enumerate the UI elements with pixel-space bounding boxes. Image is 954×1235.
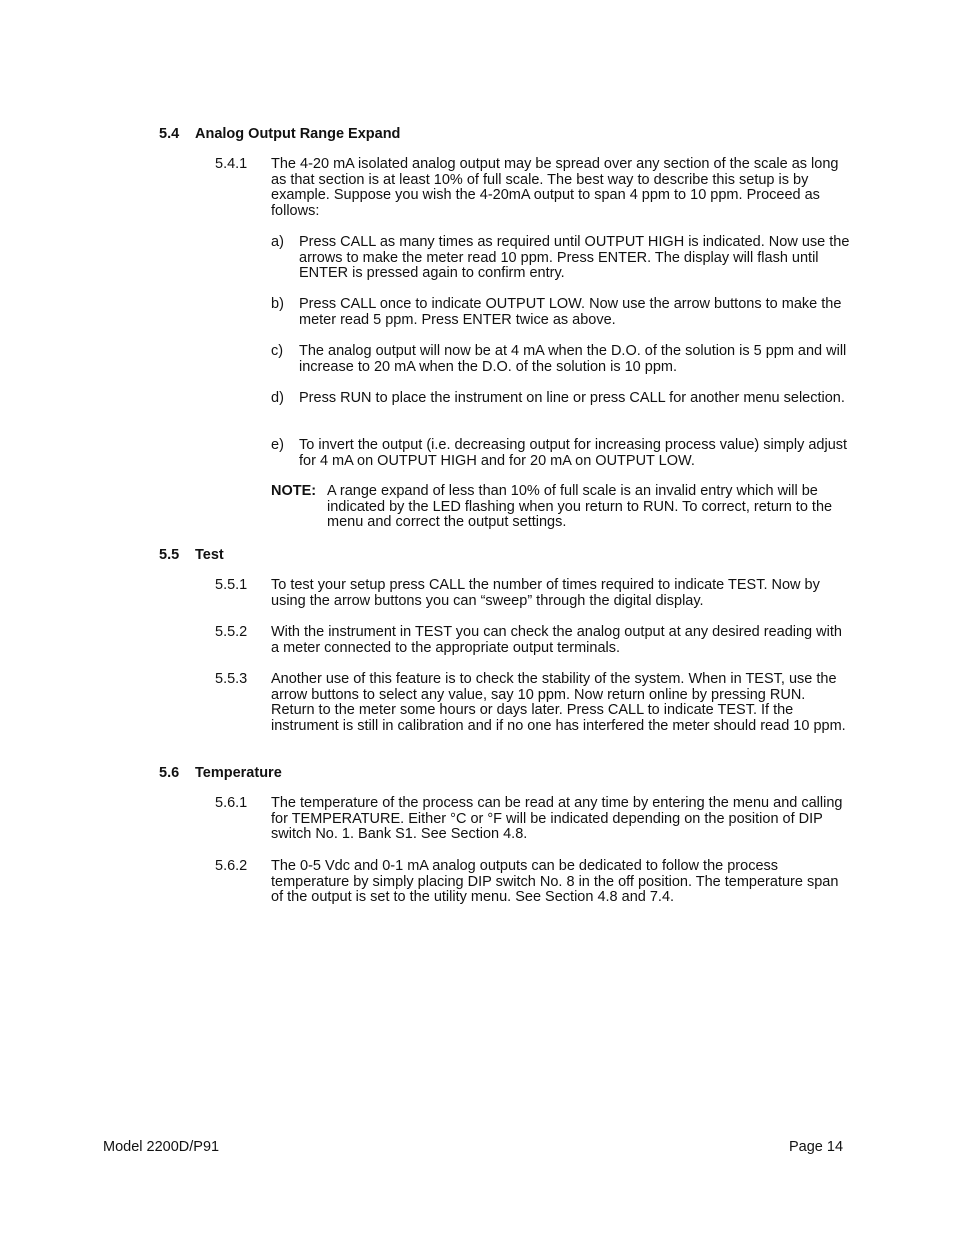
para-number: 5.4.1 (215, 156, 248, 172)
list-item-letter: e) (271, 437, 284, 453)
section-number: 5.5 (159, 547, 180, 563)
section-heading-5-6 (159, 765, 282, 781)
section-title: Test (195, 547, 224, 563)
para-text: The 0-5 Vdc and 0-1 mA analog outputs can be dedicated to follow the process temperature by simply placing DIP switch No. 8 in the off position. The temperature span of the output is set to the utility menu. See Section 4.8 and 7.4. (271, 858, 839, 906)
footer-model: Model 2200D/P91 (103, 1139, 220, 1155)
para-number: 5.5.1 (215, 577, 248, 593)
note-text: A range expand of less than 10% of full scale is an invalid entry which will be indicated by the LED flashing when you return to RUN. To correct, return to the menu and correct the output settings. (327, 483, 833, 531)
section-heading-5-4 (159, 126, 400, 142)
list-item-letter: d) (271, 390, 284, 406)
list-item-text: Press RUN to place the instrument on line or press CALL for another menu selection. (299, 390, 845, 406)
para-text: To test your setup press CALL the number of times required to indicate TEST. Now by using the arrow buttons you can “sweep” through the digital display. (271, 577, 820, 609)
section-number: 5.4 (159, 126, 180, 142)
para-number: 5.6.1 (215, 795, 248, 811)
note-label: NOTE: (271, 483, 317, 499)
footer-page-number: Page 14 (789, 1139, 844, 1155)
section-title: Analog Output Range Expand (195, 126, 401, 142)
list-item-text: Press CALL once to indicate OUTPUT LOW. Now use the arrow buttons to make the meter read 5 ppm. Press ENTER twice as above. (299, 296, 842, 328)
list-item-letter: b) (271, 296, 284, 312)
list-item-letter: a) (271, 234, 284, 250)
section-number: 5.6 (159, 765, 180, 781)
list-item-text: Press CALL as many times as required until OUTPUT HIGH is indicated. Now use the arrows to make the meter read 10 ppm. Press ENTER. The display will flash until ENTER is pressed again to confirm entry. (299, 234, 850, 282)
para-number: 5.6.2 (215, 858, 248, 874)
para-text: With the instrument in TEST you can check the analog output at any desired reading with a meter connected to the appropriate output terminals. (271, 624, 842, 656)
para-text: Another use of this feature is to check the stability of the system. When in TEST, use the arrow buttons to select any value, say 10 ppm. Now return online by pressing RUN. Return to the meter some hours or days later. Press CALL to indicate TEST. If the instrument is still in calibration and if no one has interfered the meter should read 10 ppm. (271, 671, 846, 734)
section-title: Temperature (195, 765, 282, 781)
list-item-text: To invert the output (i.e. decreasing output for increasing process value) simply adjust for 4 mA on OUTPUT HIGH and for 20 mA on OUTPUT LOW. (299, 437, 848, 469)
section-heading-5-5 (159, 547, 224, 563)
para-number: 5.5.3 (215, 671, 248, 687)
para-text: The 4-20 mA isolated analog output may be spread over any section of the scale as long as that section is at least 10% of full scale. The best way to describe this setup is by example. Suppose you wish the 4-20mA output to span 4 ppm to 10 ppm. Proceed as follows: (271, 156, 839, 219)
para-number: 5.5.2 (215, 624, 248, 640)
list-item-text: The analog output will now be at 4 mA when the D.O. of the solution is 5 ppm and will increase to 20 mA when the D.O. of the solution is 10 ppm. (299, 343, 847, 375)
para-text: The temperature of the process can be read at any time by entering the menu and calling for TEMPERATURE. Either °C or °F will be indicated depending on the position of DIP switch No. 1. Bank S1. See Section 4.8. (271, 795, 843, 843)
list-item-letter: c) (271, 343, 284, 359)
